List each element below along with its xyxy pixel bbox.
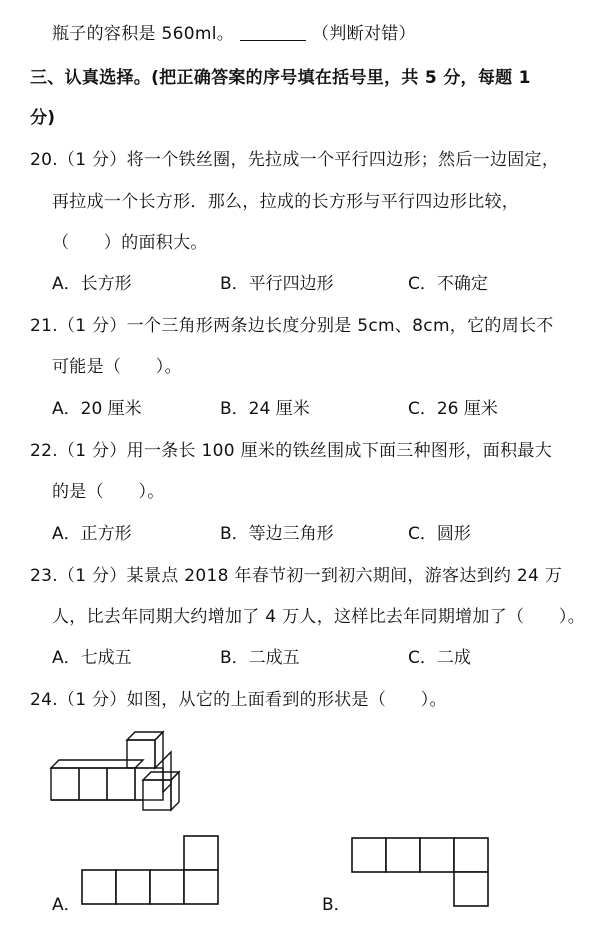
q20-option-c: C．不确定 — [408, 274, 488, 294]
q24-option-a: A． — [52, 895, 81, 915]
q22-option-b: B．等边三角形 — [220, 524, 334, 544]
q21-option-b: B．24 厘米 — [220, 399, 310, 419]
q20-line2: 再拉成一个长方形．那么，拉成的长方形与平行四边形比较， — [52, 192, 520, 212]
q22-option-c: C．圆形 — [408, 524, 471, 544]
q23-line2: 人，比去年同期大约增加了 4 万人，这样比去年同期增加了（ ）。 — [52, 607, 586, 627]
q23-line1: 23.（1 分）某景点 2018 年春节初一到初六期间，游客达到约 24 万 — [30, 566, 563, 586]
option-b-shape — [350, 836, 490, 912]
q21-line1: 21.（1 分）一个三角形两条边长度分别是 5cm、8cm，它的周长不 — [30, 316, 554, 336]
carryover-line — [52, 22, 416, 46]
option-a-shape — [80, 834, 220, 914]
carryover-text: 瓶子的容积是 560ml。 — [52, 24, 235, 44]
q21-option-a: A．20 厘米 — [52, 399, 142, 419]
cube-stack-figure — [45, 728, 185, 818]
carryover-suffix: （判断对错） — [312, 24, 416, 44]
q23-option-a: A．七成五 — [52, 648, 132, 668]
section-header-line1: 三、认真选择。(把正确答案的序号填在括号里，共 5 分，每题 1 — [30, 68, 531, 88]
section-header-line2: 分) — [30, 108, 56, 128]
q20-option-b: B．平行四边形 — [220, 274, 334, 294]
q21-line2: 可能是（ ）。 — [52, 357, 182, 377]
q23-option-c: C．二成 — [408, 648, 471, 668]
q21-option-c: C．26 厘米 — [408, 399, 498, 419]
q22-line2: 的是（ ）。 — [52, 482, 165, 502]
q20-option-a: A．长方形 — [52, 274, 132, 294]
q22-option-a: A．正方形 — [52, 524, 132, 544]
q20-line3: （ ）的面积大。 — [52, 233, 208, 253]
answer-blank — [240, 22, 306, 41]
q20-line1: 20.（1 分）将一个铁丝圈，先拉成一个平行四边形；然后一边固定， — [30, 150, 560, 170]
q22-line1: 22.（1 分）用一条长 100 厘米的铁丝围成下面三种图形，面积最大 — [30, 441, 553, 461]
q24-line1: 24.（1 分）如图，从它的上面看到的形状是（ ）。 — [30, 690, 447, 710]
q24-option-b: B． — [322, 895, 351, 915]
q23-option-b: B．二成五 — [220, 648, 300, 668]
